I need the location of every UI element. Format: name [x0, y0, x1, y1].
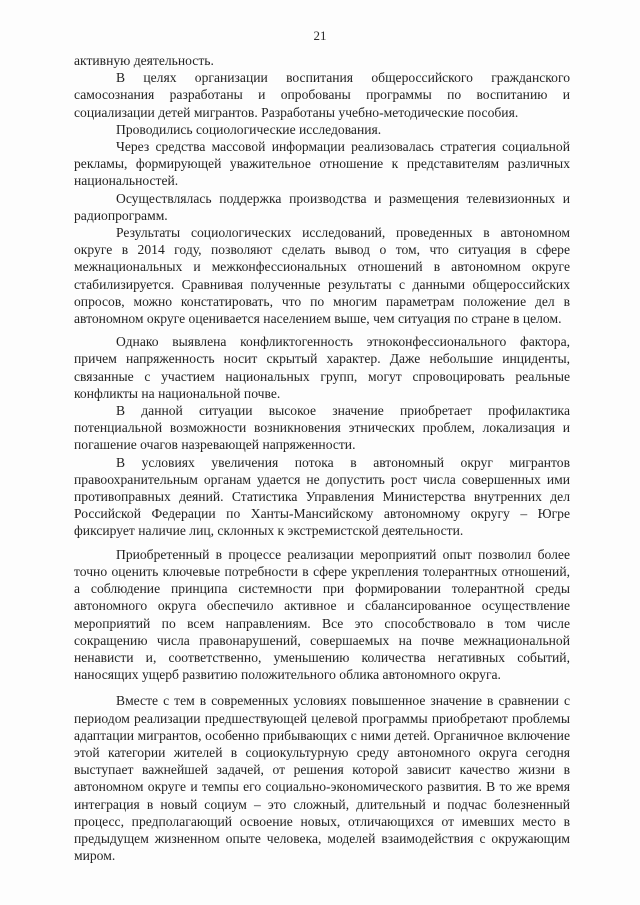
paragraph-9: В условиях увеличения потока в автономный округ мигрантов правоохранительным органам удается не допустить рост числа совершенных ими противоправных деяний. Статистика Управления Министерства внутренних дел Российской Федерации по Ханты-Мансийскому автономному округу – Югре фиксирует наличие лиц, склонных к экстремистской деятельности.: [74, 454, 570, 539]
paragraph-6: Результаты социологических исследований, проведенных в автономном округе в 2014 году, позволяют сделать вывод о том, что ситуация в сфере межнациональных и межконфессиональных отношений в автономном округе стабилизируется. Сравнивая полученные результаты с данными общероссийских опросов, можно констатировать, что по многим параметрам положение дел в автономном округе оценивается населением выше, чем ситуация по стране в целом.: [74, 225, 570, 327]
paragraph-11: Вместе с тем в современных условиях повышенное значение в сравнении с периодом реализации предшествующей целевой программы приобретают проблемы адаптации мигрантов, особенно прибывающих с ними детей. Органичное включение этой категории жителей в социокультурную среду автономного округа сегодня выступает важнейшей задачей, от решения которой зависит качество жизни в автономном округе и темпы его социально-экономического развития. В то же время интеграция в новый социум – это сложный, длительный и подчас болезненный процесс, предполагающий освоение новых, отличающихся от имевших место в предыдущем жизненном опыте человека, моделей взаимодействия с окружающим миром.: [74, 693, 570, 864]
paragraph-10: Приобретенный в процессе реализации мероприятий опыт позволил более точно оценить ключевые потребности в сфере укрепления толерантных отношений, а соблюдение принципа системности при формировании толерантной среды автономного округа обеспечило активное и сбалансированное осуществление мероприятий по всем направлениям. Все это способствовало в том числе сокращению числа правонарушений, совершаемых на почве межнациональной ненависти и, соответственно, уменьшению количества негативных событий, наносящих ущерб развитию положительного облика автономного округа.: [74, 546, 570, 683]
paragraph-1: активную деятельность.: [74, 53, 214, 68]
paragraph-4: Через средства массовой информации реализовалась стратегия социальной рекламы, формирующей уважительное отношение к представителям различных национальностей.: [74, 139, 570, 189]
paragraph-3: Проводились социологические исследования.: [116, 121, 382, 137]
document-body: [74, 52, 570, 864]
paragraph-7: Однако выявлена конфликтогенность этноконфессионального фактора, причем напряженность носит скрытый характер. Даже небольшие инциденты, связанные с участием национальных групп, могут спровоцировать реальные конфликты на национальной почве.: [74, 334, 570, 401]
page-number: 21: [313, 28, 327, 43]
paragraph-2: В целях организации воспитания общероссийского гражданского самосознания разработаны и опробованы программы по воспитанию и социализации детей мигрантов. Разработаны учебно-методические пособия.: [74, 70, 570, 120]
paragraph-5: Осуществлялась поддержка производства и размещения телевизионных и радиопрограмм.: [74, 190, 570, 223]
paragraph-8: В данной ситуации высокое значение приобретает профилактика потенциальной возможности возникновения этнических проблем, локализация и погашение очагов назревающей напряженности.: [74, 403, 570, 453]
